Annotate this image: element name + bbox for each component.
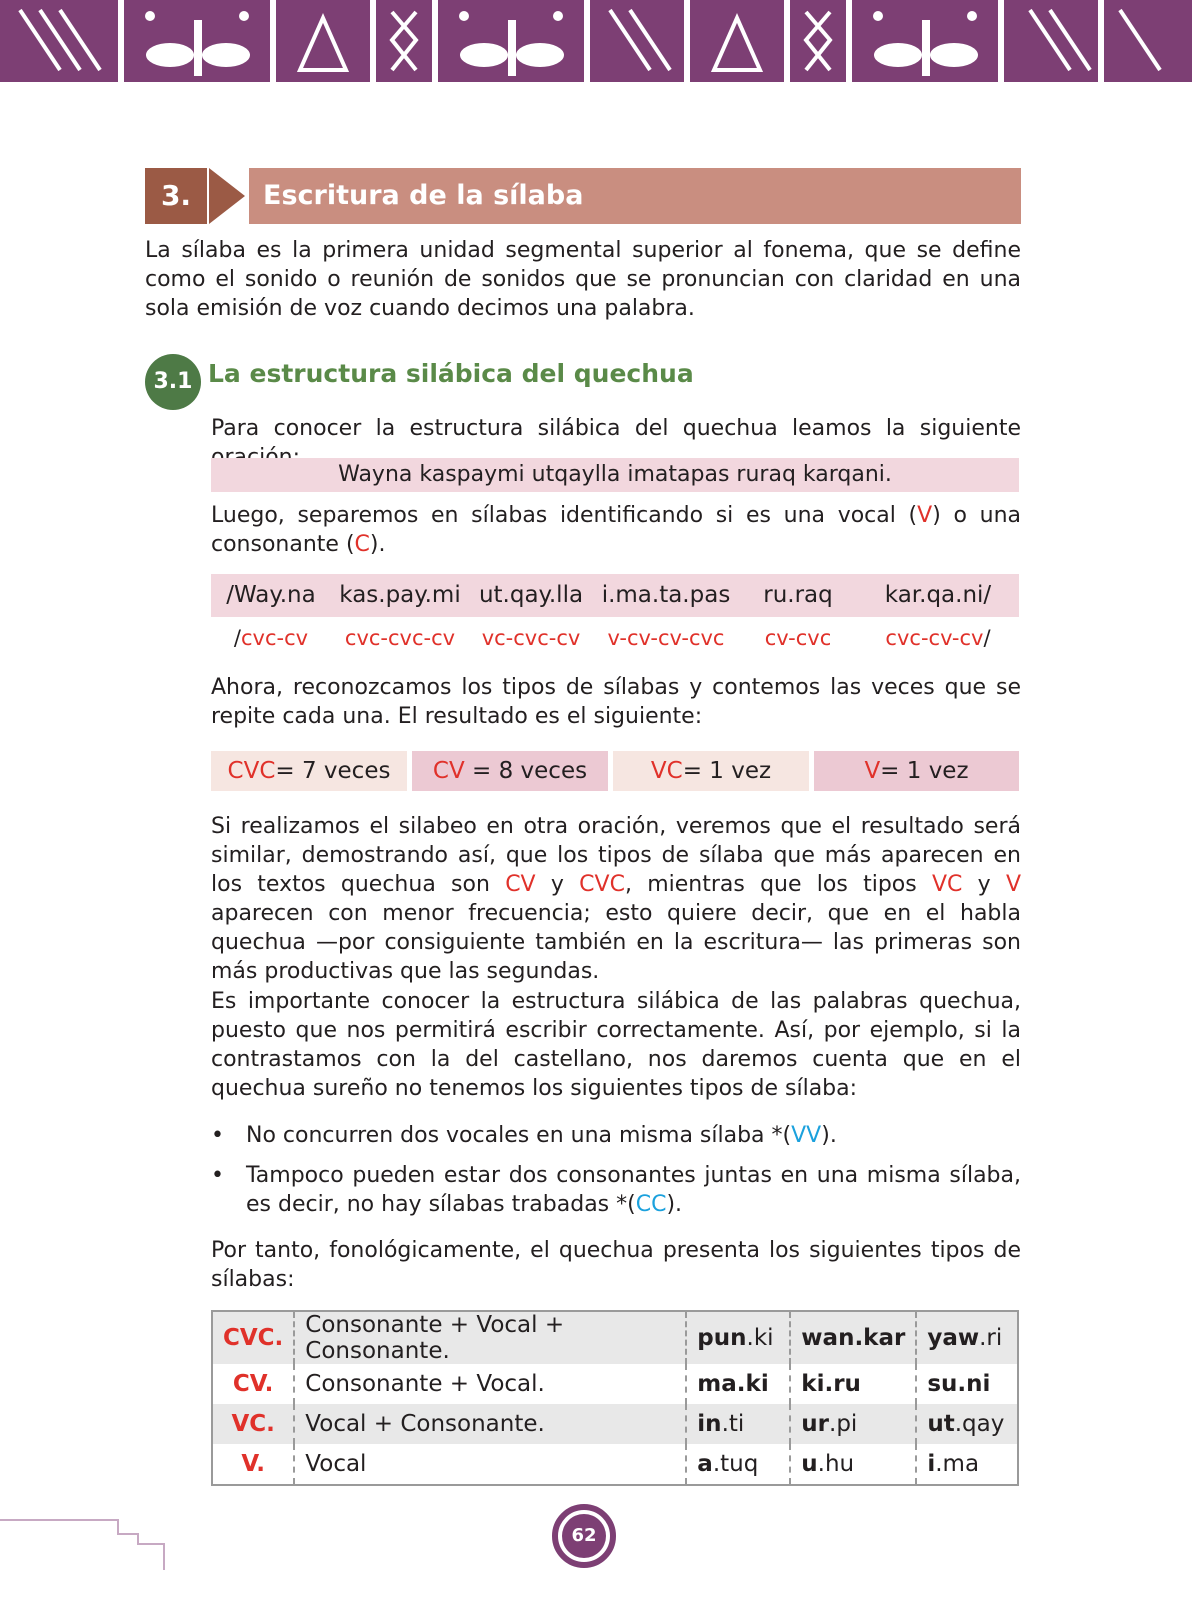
p2-text-d: ).: [369, 532, 386, 557]
description-cell: Consonante + Vocal + Consonante.: [294, 1311, 686, 1364]
example-bold: yaw: [927, 1325, 980, 1351]
pattern-cell: cvc-cvc-cv: [344, 626, 456, 650]
syllables-row: [211, 574, 1019, 617]
count-type: V: [864, 758, 881, 784]
syllable-cell: ut.qay.lla: [478, 582, 584, 608]
example-rest: .pi: [829, 1411, 858, 1437]
slash: /: [983, 626, 991, 650]
example-bold: u: [801, 1451, 818, 1477]
example-cell: [790, 1364, 916, 1404]
paragraph-3: Ahora, reconozcamos los tipos de sílabas y contemos las veces que se repite cada una. El resultado es el siguiente:: [211, 675, 1021, 729]
pattern-text: cvc-cv-cv: [885, 626, 984, 650]
example-cell: [790, 1311, 916, 1364]
p2-c: C: [354, 532, 370, 557]
subsection-number: 3.1: [145, 354, 201, 410]
count-type: CV: [432, 758, 465, 784]
example-cell: [686, 1404, 790, 1444]
count-value: = 8 veces: [464, 758, 588, 784]
p4-text: Si realizamos el silabeo en otra oración, veremos que el resultado será similar, demostrando así, que los tipos de sílaba que más aparecen en los textos quechua son: [211, 814, 1021, 897]
pattern-cell: cv-cvc: [764, 626, 832, 650]
table-row: [212, 1364, 1018, 1404]
syllable-cell: /Way.na: [226, 582, 316, 608]
example-cell: [916, 1311, 1018, 1364]
pattern-cell: [857, 617, 1019, 660]
example-cell: [686, 1311, 790, 1364]
p4-cvc: CVC: [579, 872, 625, 897]
p2-text-b: ) o una consonante (: [211, 503, 1021, 557]
example-rest: .tuq: [712, 1451, 759, 1477]
subsection-title: La estructura silábica del quechua: [208, 359, 694, 388]
bullet-dot: •: [211, 1123, 224, 1148]
section-number: 3.: [145, 168, 207, 224]
example-bold: a: [697, 1451, 713, 1477]
example-bold: i: [927, 1451, 936, 1477]
p4-text: y: [962, 872, 1006, 897]
slash: /: [233, 626, 241, 650]
p4-text: aparecen con menor frecuencia; esto quiere decir, que en el habla quechua —por consiguiente también en la escritura— las primeras son más productivas que las segundas.: [211, 901, 1021, 984]
example-rest: .qay: [954, 1411, 1005, 1437]
paragraph-5: Es importante conocer la estructura silábica de las palabras quechua, puesto que nos permitirá escribir correctamente. Así, por ejemplo, si la contrastamos con la del castellano, nos daremos cuenta que en el quechua sureño no tenemos los siguientes tipos de sílaba:: [211, 989, 1021, 1101]
count-value: = 7 veces: [275, 758, 391, 784]
table-row: [212, 1404, 1018, 1444]
p4-vc: VC: [931, 872, 963, 897]
example-bold: ur: [801, 1411, 830, 1437]
section-title: Escritura de la sílaba: [249, 168, 1021, 224]
example-cell: [916, 1404, 1018, 1444]
bullet-text: Tampoco pueden estar dos consonantes juntas en una misma sílaba, es decir, no hay sílabas trabadas *(: [246, 1163, 1021, 1217]
p2-text-a: Luego, separemos en sílabas identificando si es una vocal (: [211, 503, 918, 528]
example-bold: ut: [927, 1411, 955, 1437]
page-number-badge: [552, 1504, 616, 1568]
example-cell: [916, 1444, 1018, 1485]
example-cell: [790, 1404, 916, 1444]
pattern-text: cvc-cv: [241, 626, 309, 650]
syllable-cell: kar.qa.ni/: [884, 582, 992, 608]
type-cell: CVC.: [212, 1311, 294, 1364]
pattern-cell: v-cv-cv-cvc: [607, 626, 725, 650]
count-type: VC: [650, 758, 683, 784]
p4-v: V: [1005, 872, 1021, 897]
intro-paragraph: La sílaba es la primera unidad segmental superior al fonema, que se define como el sonido o reunión de sonidos que se pronuncian con claridad en una sola emisión de voz cuando decimos una palabra.: [145, 238, 1021, 321]
pattern-cell: vc-cvc-cv: [481, 626, 581, 650]
count-box: [412, 751, 608, 791]
pattern-cell: [211, 617, 331, 660]
count-type: CVC: [227, 758, 276, 784]
example-bold: su.ni: [927, 1371, 991, 1397]
chevron-right-icon: [209, 168, 245, 224]
textile-pattern-icon: [0, 0, 1192, 82]
syllable-cell: ru.raq: [763, 582, 833, 608]
paragraph-6: Por tanto, fonológicamente, el quechua presenta los siguientes tipos de sílabas:: [211, 1238, 1021, 1292]
type-cell: V.: [212, 1444, 294, 1485]
bullet-item: [246, 1161, 1021, 1219]
example-cell: [686, 1364, 790, 1404]
syllable-cell: i.ma.ta.pas: [601, 582, 731, 608]
p2-v: V: [917, 503, 933, 528]
count-value: = 1 vez: [682, 758, 772, 784]
description-cell: Vocal + Consonante.: [294, 1404, 686, 1444]
bullet-highlight: VV: [791, 1123, 822, 1148]
count-box: [211, 751, 407, 791]
example-rest: .hu: [817, 1451, 855, 1477]
example-bold: in: [697, 1411, 722, 1437]
example-cell: [686, 1444, 790, 1485]
p4-cv: CV: [505, 872, 536, 897]
page-number: 62: [562, 1514, 606, 1558]
type-cell: VC.: [212, 1404, 294, 1444]
type-cell: CV.: [212, 1364, 294, 1404]
description-cell: Vocal: [294, 1444, 686, 1485]
p4-text: y: [535, 872, 580, 897]
example-rest: .ma: [935, 1451, 980, 1477]
example-sentence: Wayna kaspaymi utqaylla imatapas ruraq karqani.: [211, 458, 1019, 492]
example-cell: [790, 1444, 916, 1485]
paragraph-2: [211, 501, 1021, 559]
example-rest: .ti: [721, 1411, 745, 1437]
count-value: = 1 vez: [880, 758, 969, 784]
example-bold: ki.ru: [801, 1371, 861, 1397]
bullet-text: No concurren dos vocales en una misma sílaba *(: [246, 1123, 792, 1148]
count-box: [613, 751, 809, 791]
example-bold: pun: [697, 1325, 747, 1351]
example-bold: ma.ki: [697, 1371, 769, 1397]
bullet-item: [246, 1121, 1021, 1150]
example-rest: .ri: [979, 1325, 1003, 1351]
bullet-highlight: CC: [635, 1192, 667, 1217]
bullet-text: ).: [821, 1123, 837, 1148]
syllable-cell: kas.pay.mi: [339, 582, 461, 608]
count-box: [814, 751, 1019, 791]
bullet-text: ).: [666, 1192, 683, 1217]
decorative-banner: [0, 0, 1192, 82]
paragraph-4: [211, 812, 1021, 986]
description-cell: Consonante + Vocal.: [294, 1364, 686, 1404]
example-cell: [916, 1364, 1018, 1404]
example-bold: wan.kar: [801, 1325, 906, 1351]
table-row: [212, 1311, 1018, 1364]
paragraph-1: Para conocer la estructura silábica del quechua leamos la siguiente: [211, 416, 1021, 441]
example-rest: .ki: [746, 1325, 774, 1351]
patterns-row: [211, 617, 1019, 660]
table-row: [212, 1444, 1018, 1485]
syllable-types-table: [211, 1310, 1019, 1486]
p4-text: , mientras que los tipos: [624, 872, 932, 897]
bullet-dot: •: [211, 1163, 224, 1188]
